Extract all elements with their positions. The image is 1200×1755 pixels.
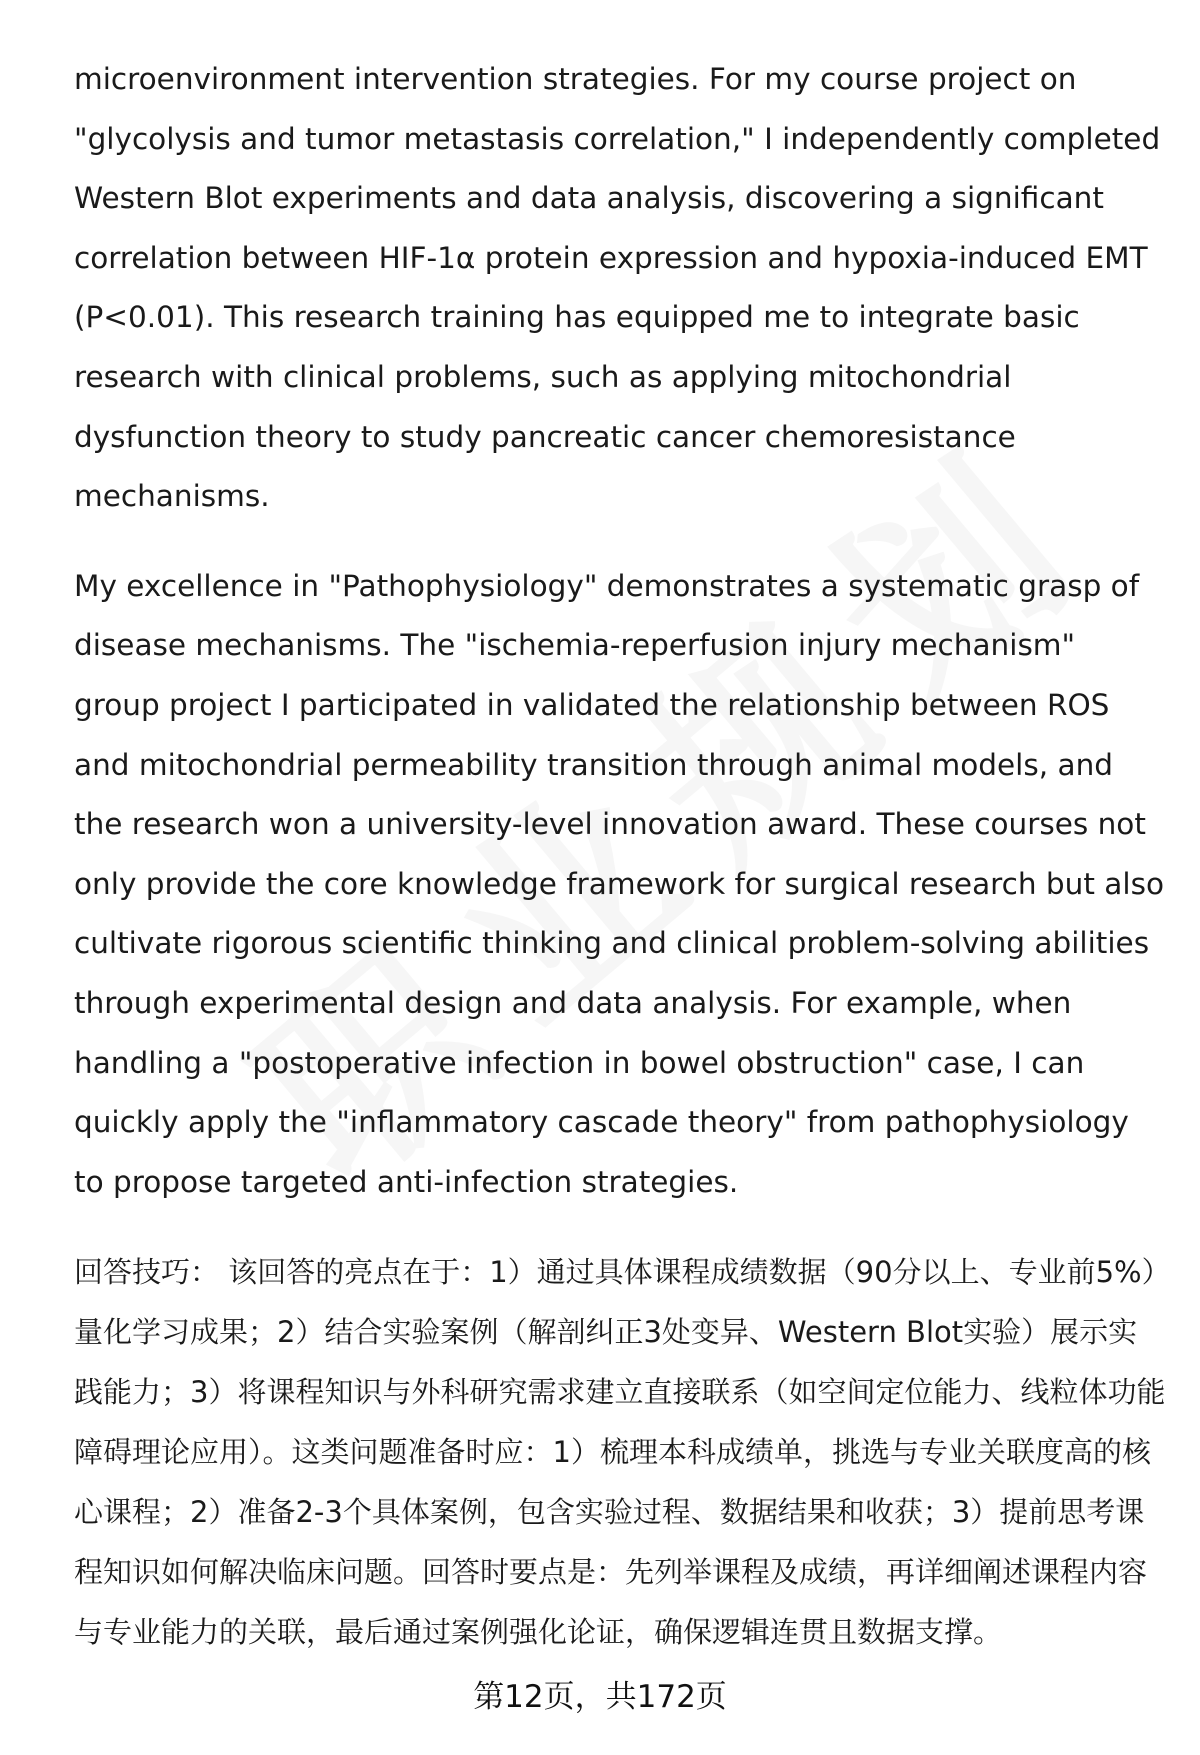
body-paragraph-2: My excellence in "Pathophysiology" demonstrates a systematic grasp of disease mechanisms. The "ischemia-reperfusion injury mechanism" group project I participated in validated the relationship between ROS and mitochondrial permeability transition through animal models, and the research won a university-level innovation award. These courses not only provide the core knowledge framework for surgical research but also cultivate rigorous scientific thinking and clinical problem-solving abilities through experimental design and data analysis. For example, when handling a "postoperative infection in bowel obstruction" case, I can quickly apply the "inflammatory cascade theory" from pathophysiology to propose targeted anti-infection strategies. — [74, 568, 1164, 1199]
page-number-footer: 第12页，共172页 — [473, 1679, 727, 1715]
body-paragraph-1: microenvironment intervention strategies. For my course project on "glycolysis and tumor metastasis correlation," I independently completed Western Blot experiments and data analysis, discovering a significant correlation between HIF-1α protein expression and hypoxia-induced EMT (P<0.01). This research training has equipped me to integrate basic research with clinical problems, such as applying mitochondrial dysfunction theory to study pancreatic cancer chemoresistance mechanisms. — [74, 62, 1161, 514]
document-body — [74, 50, 1166, 1692]
answer-tips-paragraph: 回答技巧： 该回答的亮点在于：1）通过具体课程成绩数据（90分以上、专业前5%）量化学习成果；2）结合实验案例（解剖纠正3处变异、Western Blot实验）展示实践能力；3）将课程知识与外科研究需求建立直接联系（如空间定位能力、线粒体功能障碍理论应用）。这类问题准备时应：1）梳理本科成绩单，挑选与专业关联度高的核心课程；2）准备2-3个具体案例，包含实验过程、数据结果和收获；3）提前思考课程知识如何解决临床问题。回答时要点是：先列举课程及成绩，再详细阐述课程内容与专业能力的关联，最后通过案例强化论证，确保逻辑连贯且数据支撑。 — [74, 1255, 1166, 1650]
